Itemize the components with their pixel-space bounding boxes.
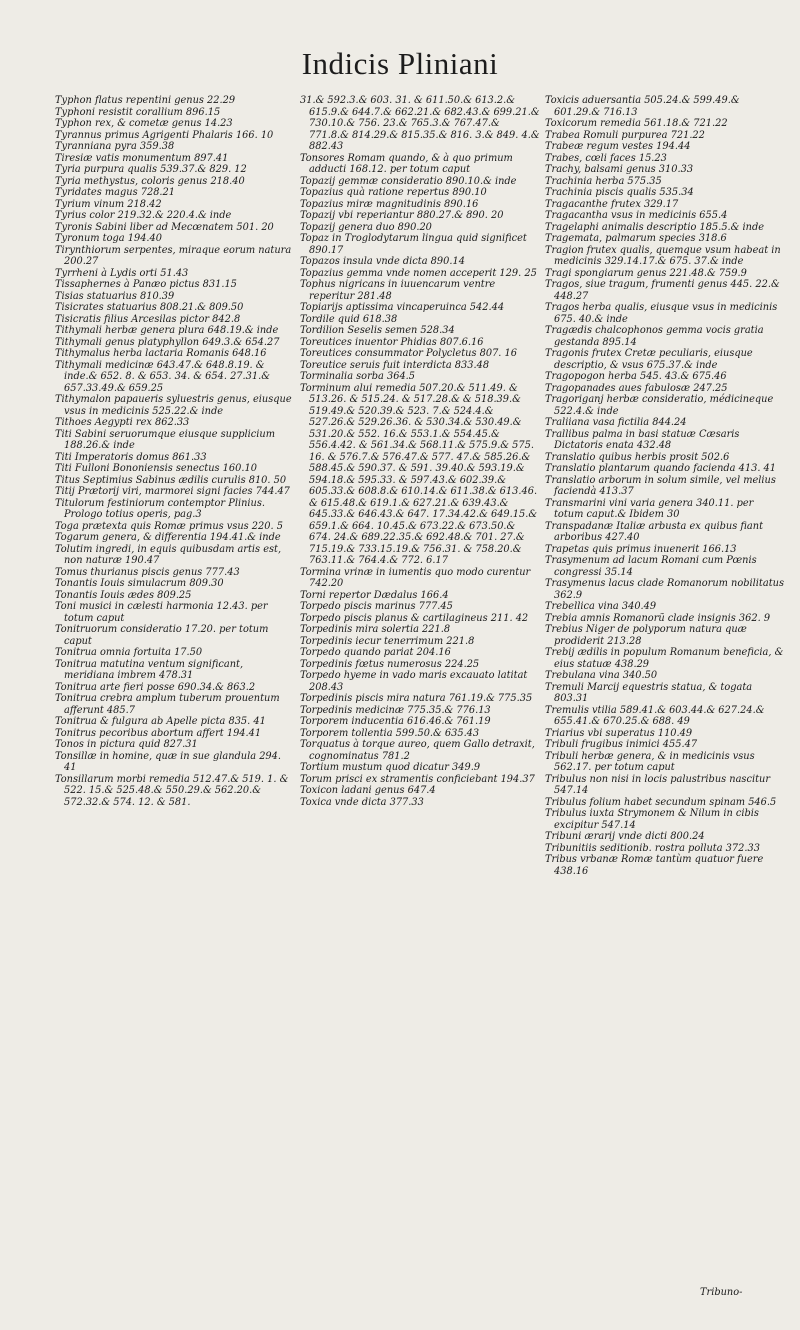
index-entry: Tragi spongiarum genus 221.48.& 759.9 xyxy=(545,267,747,279)
index-entry: Tithymalus herba lactaria Romanis 648.16 xyxy=(55,348,267,359)
index-entry: Tonitrua arte fieri posse 690.34.& 863.2 xyxy=(55,681,256,693)
index-entry: Topiarijs aptissima vincaperuinca 542.44 xyxy=(300,302,505,313)
index-entry: Torum prisci ex stramentis conficiebant 194.37 xyxy=(300,773,535,785)
index-entry: Topazij genera duo 890.20 xyxy=(300,221,432,233)
index-entry: Toreutices consummator Polycletus 807. 16 xyxy=(300,348,518,359)
index-entry: Tragos, siue tragum, frumenti genus 445. 22.& 448.27 xyxy=(545,279,780,302)
index-entry: Tisias statuarius 810.39 xyxy=(55,290,175,302)
index-entry: Topazos insula vnde dicta 890.14 xyxy=(300,256,465,267)
index-entry: Toxicon ladani genus 647.4 xyxy=(300,785,436,796)
index-entry: Torni repertor Dædalus 166.4 xyxy=(300,589,449,601)
index-entry: Tyria purpura qualis 539.37.& 829. 12 xyxy=(55,164,247,175)
index-entry: Tribuli herbæ genera, & in medicinis vsus 562.17. per totum caput xyxy=(545,750,755,773)
index-entry: Trabes, cœli faces 15.23 xyxy=(545,152,667,164)
index-entry: Trapetas quis primus inuenerit 166.13 xyxy=(545,543,737,555)
index-entry: Tragopogon herba 545. 43.& 675.46 xyxy=(545,371,727,382)
index-entry: Torpedo hyeme in vado maris excauato latitat 208.43 xyxy=(300,670,528,693)
index-entry: Tithymali herbæ genera plura 648.19.& inde xyxy=(55,325,279,336)
index-entry: Trebulana vina 340.50 xyxy=(545,670,658,681)
index-entry: Titi Fulloni Bononiensis senectus 160.10 xyxy=(55,463,257,474)
index-entry: Trabea Romuli purpurea 721.22 xyxy=(545,129,705,141)
index-entry: Trebius Niger de polyporum natura quæ prodiderit 213.28 xyxy=(545,624,747,647)
index-entry: Traliiana vasa fictilia 844.24 xyxy=(545,417,687,428)
index-entry: Titus Septimius Sabinus ædilis curulis 810. 50 xyxy=(55,474,287,486)
index-entry: Topazij gemmæ consideratio 890.10.& inde xyxy=(300,175,517,187)
index-entry: Tonsillarum morbi remedia 512.47.& 519. 1. & 522. 15.& 525.48.& 550.29.& 562.20.& 572.32.& 574. 12. & 581. xyxy=(55,773,289,808)
index-entry: Tyrius color 219.32.& 220.4.& inde xyxy=(55,210,232,221)
index-column-2 xyxy=(300,95,540,808)
index-entry: Typhoni resistit corallium 896.15 xyxy=(55,106,221,118)
index-entry: Tonsores Romam quando, & à quo primum adducti 168.12. per totum caput xyxy=(300,152,513,175)
index-entry: Trabeæ regum vestes 194.44 xyxy=(545,141,691,152)
index-entry: Tyrrheni à Lydis orti 51.43 xyxy=(55,267,189,279)
index-entry: Tonitruorum consideratio 17.20. per totum caput xyxy=(55,624,269,647)
index-entry: Tisicratis filius Arcesilas pictor 842.8 xyxy=(55,313,241,325)
index-entry: Tyranniana pyra 359.38 xyxy=(55,141,175,152)
index-entry: Titulorum festiniorum contemptor Plinius. Prologo totius operis, pag.3 xyxy=(55,497,265,520)
index-entry: Tyrium vinum 218.42 xyxy=(55,198,162,210)
index-entry: Tyronum toga 194.40 xyxy=(55,233,163,244)
index-entry: Transpadanæ Italiæ arbusta ex quibus fiant arboribus 427.40 xyxy=(545,520,764,543)
index-entry: Tortium mustum quod dicatur 349.9 xyxy=(300,762,481,773)
index-entry: Tolutim ingredi, in equis quibusdam artis est, non naturæ 190.47 xyxy=(55,543,282,566)
index-entry: Trebij ædilis in populum Romanum beneficia, & eius statuæ 438.29 xyxy=(545,647,784,670)
index-entry: Tordile quid 618.38 xyxy=(300,313,398,325)
index-entry: Tyronis Sabini liber ad Mecœnatem 501. 20 xyxy=(55,221,274,233)
index-entry: Tonantis Iouis simulacrum 809.30 xyxy=(55,578,224,589)
index-entry: Tonitrus pecoribus abortum affert 194.41 xyxy=(55,727,262,739)
index-entry: Tophus nigricans in iuuencarum ventre reperitur 281.48 xyxy=(300,279,496,302)
index-entry: Torquatus à torque aureo, quem Gallo detraxit, cognominatus 781.2 xyxy=(300,739,535,762)
index-entry: Toni musici in cælesti harmonia 12.43. per totum caput xyxy=(55,601,268,624)
index-entry: Tremulis vtilia 589.41.& 603.44.& 627.24.& 655.41.& 670.25.& 688. 49 xyxy=(545,704,765,727)
index-entry: Tragos herba qualis, eiusque vsus in medicinis 675. 40.& inde xyxy=(545,302,778,325)
index-entry: Tonsillæ in homine, quæ in sue glandula 294. 41 xyxy=(55,750,282,773)
index-entry: Torpedinis piscis mira natura 761.19.& 775.35 xyxy=(300,693,533,704)
index-entry: Triarius vbi superatus 110.49 xyxy=(545,727,693,739)
index-entry: Tragacanthe frutex 329.17 xyxy=(545,198,679,210)
index-entry: Toreutice seruis fuit interdicta 833.48 xyxy=(300,359,490,371)
index-column-1 xyxy=(55,95,295,808)
index-entry: Tribulus iuxta Strymonem & Nilum in cibis excipitur 547.14 xyxy=(545,808,759,831)
index-entry: Tribus vrbanæ Romæ tantùm quatuor fuere 438.16 xyxy=(545,854,764,877)
index-entry: Tyria methystus, coloris genus 218.40 xyxy=(55,175,245,187)
index-entry: Torpedinis iecur tenerrimum 221.8 xyxy=(300,635,475,647)
index-entry: Titi Sabini seruorumque eiusque supplicium 188.26.& inde xyxy=(55,428,275,451)
index-entry: Topazius quà ratione repertus 890.10 xyxy=(300,187,487,198)
index-entry: Trachy, balsami genus 310.33 xyxy=(545,164,694,175)
index-entry: Torminum alui remedia 507.20.& 511.49. & 513.26. & 515.24. & 517.28.& & 518.39.& 519.49.& 520.39.& 523. 7.& 524.4.& 527.26.& 529.26.36. & 530.34.& 530.49.& 531.20.& 552. 16.& 553.1.& 554.45.& 556.4.42. & 561.34.& 568.11.& 575.9.& 575. 16. & 576.7.& 576.47.& 577. 47.& 585.26.& 588.45.& 590.37. & 591. 39.40.& 593.19.& 594.18.& 595.33. & 597.43.& 602.39.& 605.33.& 608.8.& 610.14.& 611.38.& 613.46. & 615.48.& 619.1.& 627.21.& 639.43.& 645.33.& 646.43.& 647. 17.34.42.& 649.15.& 659.1.& 664. 10.45.& 673.22.& 673.50.& 674. 24.& 689.22.35.& 692.48.& 701. 27.& 715.19.& 733.15.19.& 756.31. & 758.20.& 763.11.& 764.4.& 772. 6.17 xyxy=(300,382,538,566)
index-entry: Tragoriganj herbæ consideratio, médicineque 522.4.& inde xyxy=(545,394,774,417)
index-entry: Topaz in Troglodytarum lingua quid significet 890.17 xyxy=(300,233,527,256)
index-entry: Tithymali medicinæ 643.47.& 648.8.19. & inde.& 652. 8. & 653. 34. & 654. 27.31.& 657.33.49.& 659.25 xyxy=(55,359,270,394)
index-entry: Tragonis frutex Cretæ peculiaris, eiusque descriptio, & vsus 675.37.& inde xyxy=(545,348,753,371)
index-entry: Tribuni ærarij vnde dicti 800.24 xyxy=(545,831,705,842)
index-entry: Tonitrua crebra amplum tuberum prouentum afferunt 485.7 xyxy=(55,693,280,716)
index-entry: Torporem tollentia 599.50.& 635.43 xyxy=(300,727,480,739)
index-entry: Tirynthiorum serpentes, miraque eorum natura 200.27 xyxy=(55,244,292,267)
index-entry: Tragemata, palmarum species 318.6 xyxy=(545,233,727,244)
index-entry: Tyrannus primus Agrigenti Phalaris 166. 10 xyxy=(55,129,274,141)
index-entry: Torminalia sorba 364.5 xyxy=(300,371,416,382)
index-entry: Tyridates magus 728.21 xyxy=(55,187,176,198)
index-entry: Tithymalon papaueris syluestris genus, eiusque vsus in medicinis 525.22.& inde xyxy=(55,394,292,417)
index-entry: Trasymenum ad lacum Romani cum Pœnis congressi 35.14 xyxy=(545,555,757,578)
catchword: Tribuno- xyxy=(700,1287,743,1298)
index-entry: Tiresiæ vatis monumentum 897.41 xyxy=(55,152,229,164)
index-entry: Torpedinis medicinæ 775.35.& 776.13 xyxy=(300,704,491,716)
index-entry: 31.& 592.3.& 603. 31. & 611.50.& 613.2.& 615.9.& 644.7.& 662.21.& 682.43.& 699.21.& 730.10.& 756. 23.& 765.3.& 767.47.& 771.8.& 814.29.& 815.35.& 816. 3.& 849. 4.& 882.43 xyxy=(300,95,540,152)
index-entry: Torpedinis fœtus numerosus 224.25 xyxy=(300,658,480,670)
index-entry: Torpedo piscis marinus 777.45 xyxy=(300,601,453,612)
index-entry: Translatio plantarum quando facienda 413. 41 xyxy=(545,463,777,474)
index-entry: Trasymenus lacus clade Romanorum nobilitatus 362.9 xyxy=(545,578,784,601)
index-entry: Tordilion Seselis semen 528.34 xyxy=(300,325,455,336)
index-entry: Trachinia herba 575.35 xyxy=(545,175,662,187)
index-entry: Tithoes Aegypti rex 862.33 xyxy=(55,417,190,428)
index-entry: Tragacantha vsus in medicinis 655.4 xyxy=(545,210,728,221)
index-entry: Topazius miræ magnitudinis 890.16 xyxy=(300,198,479,210)
index-entry: Tormina vrinæ in iumentis quo modo curentur 742.20 xyxy=(300,566,531,589)
index-entry: Transmarini vini varia genera 340.11. per totum caput.& Ibidem 30 xyxy=(545,497,754,520)
index-entry: Translatio quibus herbis prosit 502.6 xyxy=(545,451,730,463)
index-entry: Tithymali genus platyphyllon 649.3.& 654.27 xyxy=(55,336,280,348)
index-entry: Tribuli frugibus inimici 455.47 xyxy=(545,739,698,750)
index-entry: Tragion frutex qualis, quemque vsum habeat in medicinis 329.14.17.& 675. 37.& inde xyxy=(545,244,781,267)
index-entry: Torporem inducentia 616.46.& 761.19 xyxy=(300,716,491,727)
index-entry: Typhon flatus repentini genus 22.29 xyxy=(55,95,236,106)
index-entry: Tisicrates statuarius 808.21.& 809.50 xyxy=(55,302,244,313)
index-entry: Trebellica vina 340.49 xyxy=(545,601,657,612)
index-entry: Torpedinis mira solertia 221.8 xyxy=(300,624,451,635)
index-entry: Tragelaphi animalis descriptio 185.5.& inde xyxy=(545,221,765,233)
index-entry: Trallibus palma in basi statuæ Cæsaris Dictatoris enata 432.48 xyxy=(545,428,740,451)
index-entry: Tissaphernes à Panæo pictus 831.15 xyxy=(55,279,237,290)
index-entry: Tonitrua & fulgura ab Apelle picta 835. 41 xyxy=(55,716,266,727)
index-entry: Titij Prætorij viri, marmorei signi facies 744.47 xyxy=(55,486,290,497)
index-entry: Titi Imperatoris domus 861.33 xyxy=(55,451,207,463)
index-entry: Tonitrua matutina ventum significant, meridiana imbrem 478.31 xyxy=(55,658,244,681)
index-entry: Tonos in pictura quid 827.31 xyxy=(55,739,198,750)
index-entry: Tonantis Iouis ædes 809.25 xyxy=(55,589,192,601)
index-entry: Toxicorum remedia 561.18.& 721.22 xyxy=(545,118,728,129)
index-entry: Torpedo quando pariat 204.16 xyxy=(300,647,451,658)
index-entry: Translatio arborum in solum simile, vel melius faciendà 413.37 xyxy=(545,474,776,497)
index-entry: Toga prætexta quis Romæ primus vsus 220. 5 xyxy=(55,520,283,532)
index-entry: Toreutices inuentor Phidias 807.6.16 xyxy=(300,336,484,348)
index-entry: Torpedo piscis planus & cartilagineus 211. 42 xyxy=(300,612,529,624)
index-column-3 xyxy=(545,95,785,877)
index-entry: Tremuli Marcij equestris statua, & togata 803.31 xyxy=(545,681,753,704)
index-entry: Typhon rex, & cometæ genus 14.23 xyxy=(55,118,233,129)
index-entry: Tribulus non nisi in locis palustribus nascitur 547.14 xyxy=(545,773,771,796)
index-entry: Tribulus folium habet secundum spinam 546.5 xyxy=(545,796,777,808)
page-title: Indicis Pliniani xyxy=(301,46,499,81)
index-entry: Trachinia piscis qualis 535.34 xyxy=(545,187,694,198)
index-entry: Tomus thurianus piscis genus 777.43 xyxy=(55,566,240,578)
index-entry: Trebia amnis Romanorũ clade insignis 362. 9 xyxy=(545,612,771,624)
index-entry: Toxicis aduersantia 505.24.& 599.49.& 601.29.& 716.13 xyxy=(545,95,740,118)
index-entry: Topazius gemma vnde nomen acceperit 129. 25 xyxy=(300,267,537,279)
index-entry: Tribunitiis seditionib. rostra polluta 372.33 xyxy=(545,842,760,854)
index-entry: Tonitrua omnia fortuita 17.50 xyxy=(55,647,203,658)
index-entry: Tragopanades aues fabulosæ 247.25 xyxy=(545,382,728,394)
index-entry: Topazij vbi reperiantur 880.27.& 890. 20 xyxy=(300,210,504,221)
index-entry: Tragædis chalcophonos gemma vocis gratia gestanda 895.14 xyxy=(545,325,764,348)
index-entry: Togarum genera, & differentia 194.41.& inde xyxy=(55,532,281,543)
index-entry: Toxica vnde dicta 377.33 xyxy=(300,796,424,808)
